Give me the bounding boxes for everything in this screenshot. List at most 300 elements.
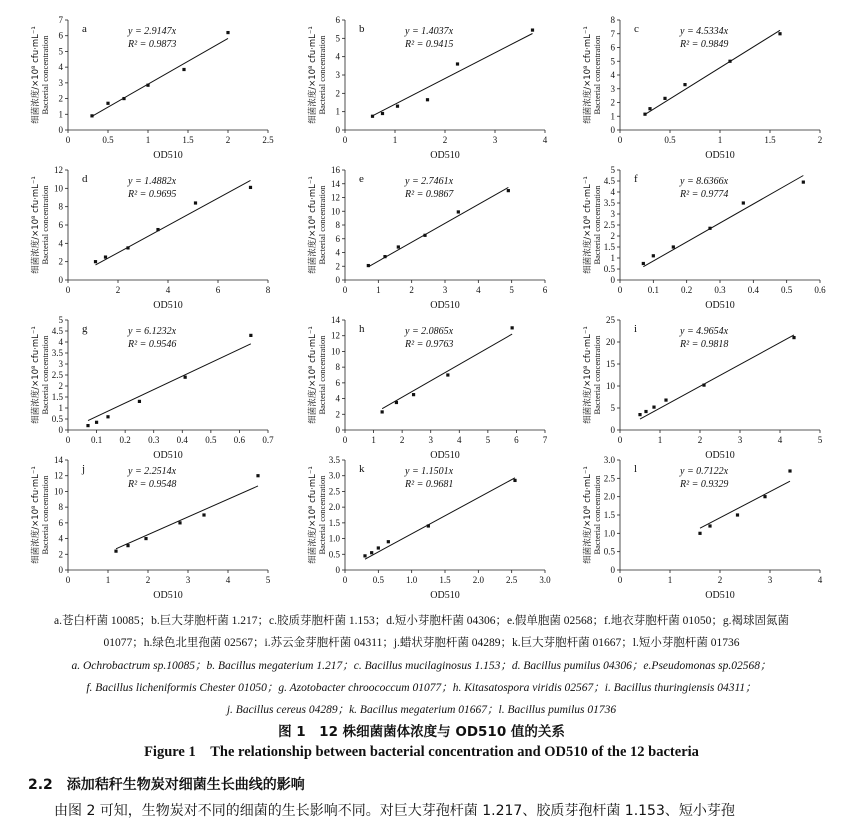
y-tick-label: 1.5 <box>603 510 615 520</box>
data-point <box>802 181 805 184</box>
y-tick-label: 0 <box>610 125 615 135</box>
x-tick-label: 6 <box>542 285 548 295</box>
data-point <box>511 326 514 329</box>
x-tick-label: 2.5 <box>506 575 518 585</box>
y-tick-label: 4 <box>610 187 615 197</box>
y-tick-label: 4 <box>58 238 63 249</box>
x-tick-label: 2 <box>409 285 414 295</box>
x-tick-label: 0 <box>617 135 623 145</box>
y-axis-label-en: Bacterial concentration <box>317 475 327 555</box>
x-tick-label: 4 <box>457 435 462 445</box>
data-point <box>94 260 97 263</box>
y-axis-label-en: Bacterial concentration <box>317 35 327 115</box>
y-tick-label: 5 <box>610 56 615 67</box>
y-tick-label: 1 <box>610 253 615 263</box>
x-tick-label: 1.5 <box>764 135 776 145</box>
x-axis-label: OD510 <box>705 590 735 601</box>
x-axis-label: OD510 <box>430 300 460 311</box>
y-tick-label: 2 <box>610 231 615 241</box>
data-point <box>763 495 766 498</box>
panel-letter: l <box>634 463 638 475</box>
data-point <box>778 32 781 35</box>
y-tick-label: 0 <box>335 275 340 285</box>
data-point <box>194 201 197 204</box>
y-tick-label: 6 <box>335 15 340 25</box>
data-point <box>457 210 460 213</box>
r-squared-label: R² = 0.9849 <box>680 39 729 50</box>
x-tick-label: 1.5 <box>182 135 194 145</box>
y-tick-label: 3 <box>58 77 63 88</box>
x-axis-label: OD510 <box>705 300 735 311</box>
x-tick-label: 0.4 <box>747 285 759 295</box>
x-tick-label: 0.5 <box>205 435 217 445</box>
r-squared-label: R² = 0.9695 <box>128 189 177 200</box>
y-axis-label-zh: 细菌浓度/×10⁸ cfu·mL⁻¹ <box>308 26 318 124</box>
data-point <box>371 115 374 118</box>
x-tick-label: 5 <box>485 435 491 445</box>
y-tick-label: 1.0 <box>603 528 615 539</box>
data-point <box>202 513 205 516</box>
data-point <box>106 102 109 105</box>
x-tick-label: 2 <box>145 575 151 585</box>
y-tick-label: 12 <box>54 470 63 481</box>
y-tick-label: 3.0 <box>603 455 615 465</box>
data-point <box>182 68 185 71</box>
y-tick-label: 1 <box>58 109 63 120</box>
r-squared-label: R² = 0.9415 <box>405 39 454 50</box>
data-point <box>249 186 252 189</box>
x-tick-label: 3 <box>185 575 191 585</box>
y-tick-label: 4 <box>610 70 615 80</box>
equation-label: y = 2.2514x <box>128 466 177 477</box>
chart-panel-g <box>30 315 274 461</box>
r-squared-label: R² = 0.9763 <box>405 339 454 350</box>
y-tick-label: 5 <box>610 165 615 175</box>
y-tick-label: 0 <box>335 125 340 135</box>
data-point <box>104 255 107 258</box>
x-tick-label: 1 <box>392 135 398 145</box>
y-tick-label: 6 <box>58 30 63 41</box>
data-point <box>126 246 129 249</box>
data-point <box>788 469 791 472</box>
trend-line <box>365 478 515 559</box>
y-tick-label: 4 <box>58 62 63 73</box>
y-tick-label: 8 <box>335 362 340 373</box>
x-tick-label: 1 <box>376 285 381 295</box>
equation-label: y = 4.9654x <box>680 326 729 337</box>
y-tick-label: 0 <box>610 565 615 575</box>
caption-en-line-1: a. Ochrobactrum sp.10085；b. Bacillus megaterium 1.217；c. Bacillus mucilaginosus 1.153；d. Bacillus pumilus 04306；e.Pseudomonas sp.02568； <box>71 660 772 672</box>
data-point <box>446 373 449 376</box>
r-squared-label: R² = 0.9774 <box>680 189 729 200</box>
x-tick-label: 2 <box>115 285 121 295</box>
x-tick-label: 4 <box>542 135 548 145</box>
y-tick-label: 0 <box>58 565 63 575</box>
y-tick-label: 0.5 <box>603 546 615 557</box>
y-tick-label: 3 <box>610 209 615 219</box>
data-point <box>106 415 109 418</box>
x-tick-label: 0.5 <box>664 135 676 145</box>
x-tick-label: 1.5 <box>439 575 451 585</box>
x-axis-label: OD510 <box>153 150 183 161</box>
y-axis-label-en: Bacterial concentration <box>317 335 327 415</box>
panel-letter: k <box>359 463 365 475</box>
x-tick-label: 2.5 <box>262 135 274 145</box>
y-axis-label-zh: 细菌浓度/×10⁸ cfu·mL⁻¹ <box>31 176 41 274</box>
data-point <box>256 474 259 477</box>
y-tick-label: 2 <box>335 409 340 420</box>
y-axis-label-en: Bacterial concentration <box>40 185 50 265</box>
y-tick-label: 2.0 <box>603 491 615 502</box>
y-tick-label: 2 <box>58 549 63 560</box>
equation-label: y = 2.7461x <box>405 176 454 187</box>
x-tick-label: 0.3 <box>714 285 726 295</box>
y-tick-label: 0 <box>335 565 340 575</box>
panel-letter: i <box>634 323 638 335</box>
x-tick-label: 5 <box>817 435 823 445</box>
data-point <box>663 97 666 100</box>
panel-letter: e <box>359 173 364 185</box>
y-axis-label-en: Bacterial concentration <box>592 35 602 115</box>
x-tick-label: 4 <box>777 435 783 445</box>
data-point <box>427 524 430 527</box>
x-tick-label: 0 <box>65 285 71 295</box>
data-point <box>363 554 366 557</box>
y-tick-label: 12 <box>331 330 340 341</box>
y-axis-label-zh: 细菌浓度/×10⁸ cfu·mL⁻¹ <box>583 326 593 424</box>
y-tick-label: 2 <box>610 97 615 108</box>
equation-label: y = 2.9147x <box>128 26 177 37</box>
y-axis-label-zh: 细菌浓度/×10⁸ cfu·mL⁻¹ <box>31 26 41 124</box>
data-point <box>728 60 731 63</box>
data-point <box>381 112 384 115</box>
y-axis-label-zh: 细菌浓度/×10⁸ cfu·mL⁻¹ <box>583 176 593 274</box>
r-squared-label: R² = 0.9867 <box>405 189 454 200</box>
y-tick-label: 6 <box>335 233 340 244</box>
y-tick-label: 3 <box>610 83 615 94</box>
y-axis-label-en: Bacterial concentration <box>592 475 602 555</box>
chart-panel-j <box>30 455 271 601</box>
x-tick-label: 6 <box>514 435 519 445</box>
figure-title-zh: 图 1 12 株细菌菌体浓度与 OD510 值的关系 <box>278 724 565 740</box>
x-axis-label: OD510 <box>153 300 183 311</box>
y-tick-label: 10 <box>54 183 63 194</box>
y-tick-label: 15 <box>606 359 615 369</box>
y-tick-label: 2 <box>335 261 340 272</box>
y-tick-label: 2 <box>58 256 63 267</box>
chart-panel-b <box>307 15 548 161</box>
data-point <box>456 62 459 65</box>
y-axis-label-zh: 细菌浓度/×10⁸ cfu·mL⁻¹ <box>31 466 41 564</box>
chart-panel-a <box>30 15 274 161</box>
data-point <box>383 255 386 258</box>
y-tick-label: 7 <box>58 15 63 25</box>
data-point <box>792 336 795 339</box>
data-point <box>736 513 739 516</box>
y-tick-label: 2.0 <box>328 502 340 513</box>
y-axis-label-en: Bacterial concentration <box>40 475 50 555</box>
x-tick-label: 0.1 <box>647 285 659 295</box>
y-tick-label: 1.0 <box>328 533 340 544</box>
chart-panel-f <box>582 165 826 311</box>
y-tick-label: 10 <box>331 206 340 217</box>
y-tick-label: 3 <box>58 359 63 369</box>
data-point <box>396 105 399 108</box>
x-tick-label: 0 <box>342 135 348 145</box>
x-tick-label: 0 <box>65 575 71 585</box>
x-tick-label: 0 <box>342 575 348 585</box>
data-point <box>184 376 187 379</box>
x-tick-label: 0.1 <box>90 435 103 445</box>
x-tick-label: 2 <box>442 135 448 145</box>
y-axis-label-en: Bacterial concentration <box>592 335 602 415</box>
chart-panel-e <box>307 165 548 311</box>
x-tick-label: 0.4 <box>176 435 188 445</box>
data-point <box>742 201 745 204</box>
r-squared-label: R² = 0.9329 <box>680 479 729 490</box>
x-tick-label: 1 <box>105 575 111 585</box>
x-tick-label: 0.5 <box>102 135 114 145</box>
x-tick-label: 6 <box>215 285 221 295</box>
y-tick-label: 0 <box>610 425 615 435</box>
data-point <box>683 83 686 86</box>
x-tick-label: 2 <box>225 135 231 145</box>
data-point <box>86 424 89 427</box>
y-tick-label: 14 <box>331 178 340 189</box>
chart-panel-d <box>30 165 271 311</box>
y-tick-label: 8 <box>58 201 63 212</box>
data-point <box>126 544 129 547</box>
body-paragraph: 由图 2 可知，生物炭对不同的细菌的生长影响不同。对巨大芽孢杆菌 1.217、胶质芽孢杆菌 1.153、短小芽孢 <box>54 803 735 819</box>
y-tick-label: 6 <box>335 377 340 388</box>
x-tick-label: 0.5 <box>781 285 793 295</box>
equation-label: y = 1.1501x <box>405 466 454 477</box>
panel-letter: j <box>82 463 86 475</box>
chart-panel-h <box>307 315 548 461</box>
y-tick-label: 14 <box>331 315 340 325</box>
data-point <box>652 406 655 409</box>
y-tick-label: 0.5 <box>603 264 615 274</box>
panel-letter: b <box>359 23 365 35</box>
y-tick-label: 3.0 <box>328 470 340 481</box>
y-tick-label: 0 <box>610 275 615 285</box>
y-tick-label: 2.5 <box>603 473 615 484</box>
caption-zh-line-2: 01077；h.绿色北里孢菌 02567；i.苏云金芽胞杆菌 04311；j.蜡状芽胞杆菌 04289；k.巨大芽胞杆菌 01667；l.短小芽胞杆菌 01736 <box>103 637 740 649</box>
section-heading: 2.2 添加秸秆生物炭对细菌生长曲线的影响 <box>28 777 305 793</box>
caption-en-line-3: j. Bacillus cereus 04289；k. Bacillus megaterium 01667；l. Bacillus pumilus 01736 <box>226 704 617 716</box>
data-point <box>114 550 117 553</box>
x-tick-label: 0.3 <box>148 435 160 445</box>
data-point <box>698 532 701 535</box>
x-tick-label: 0 <box>342 435 348 445</box>
data-point <box>644 410 647 413</box>
data-point <box>708 524 711 527</box>
data-point <box>367 264 370 267</box>
data-point <box>652 254 655 257</box>
x-tick-label: 0.7 <box>262 435 274 445</box>
y-tick-label: 5 <box>58 315 63 325</box>
x-tick-label: 0 <box>617 575 623 585</box>
y-tick-label: 1 <box>610 111 615 122</box>
data-point <box>702 384 705 387</box>
data-point <box>156 228 159 231</box>
y-axis-label-zh: 细菌浓度/×10⁸ cfu·mL⁻¹ <box>31 326 41 424</box>
y-tick-label: 4 <box>335 393 340 404</box>
data-point <box>423 234 426 237</box>
y-tick-label: 5 <box>58 46 63 57</box>
y-tick-label: 8 <box>335 220 340 230</box>
equation-label: y = 4.5334x <box>680 26 729 37</box>
r-squared-label: R² = 0.9548 <box>128 479 177 490</box>
y-tick-label: 2 <box>335 88 340 99</box>
data-point <box>90 114 93 117</box>
y-tick-label: 2.5 <box>328 486 340 497</box>
r-squared-label: R² = 0.9818 <box>680 339 729 350</box>
equation-label: y = 6.1232x <box>128 326 177 337</box>
y-axis-label-zh: 细菌浓度/×10⁸ cfu·mL⁻¹ <box>308 466 318 564</box>
y-tick-label: 1 <box>335 106 340 117</box>
y-tick-label: 20 <box>606 337 615 347</box>
trend-line <box>88 344 251 421</box>
trend-line <box>92 38 228 116</box>
x-tick-label: 0.2 <box>681 285 693 295</box>
y-tick-label: 2 <box>58 93 63 104</box>
x-axis-label: OD510 <box>430 150 460 161</box>
y-tick-label: 4 <box>58 533 63 544</box>
y-axis-label-zh: 细菌浓度/×10⁸ cfu·mL⁻¹ <box>308 176 318 274</box>
data-point <box>513 479 516 482</box>
y-tick-label: 0.5 <box>51 414 63 424</box>
data-point <box>397 245 400 248</box>
x-axis-label: OD510 <box>430 590 460 601</box>
y-axis-label-en: Bacterial concentration <box>40 335 50 415</box>
x-tick-label: 1.0 <box>406 575 418 585</box>
data-point <box>144 537 147 540</box>
x-tick-label: 0.5 <box>372 575 384 585</box>
y-axis-label-en: Bacterial concentration <box>40 35 50 115</box>
x-tick-label: 0.6 <box>814 285 826 295</box>
equation-label: y = 8.6366x <box>680 176 729 187</box>
data-point <box>638 413 641 416</box>
data-point <box>531 28 534 31</box>
x-tick-label: 3 <box>428 435 433 445</box>
data-point <box>708 227 711 230</box>
y-tick-label: 2.5 <box>603 220 615 230</box>
data-point <box>664 398 667 401</box>
x-tick-label: 0 <box>617 285 623 295</box>
y-tick-label: 2.5 <box>51 370 63 380</box>
y-axis-label-zh: 细菌浓度/×10⁸ cfu·mL⁻¹ <box>308 326 318 424</box>
x-tick-label: 0 <box>342 285 348 295</box>
y-tick-label: 4 <box>335 51 340 62</box>
r-squared-label: R² = 0.9681 <box>405 479 454 490</box>
x-tick-label: 3 <box>767 575 773 585</box>
x-tick-label: 5 <box>509 285 514 295</box>
y-tick-label: 0.5 <box>328 549 340 560</box>
data-point <box>381 410 384 413</box>
y-tick-label: 10 <box>54 486 63 497</box>
data-point <box>178 521 181 524</box>
trend-line <box>116 486 258 549</box>
y-tick-label: 0 <box>335 425 340 435</box>
y-axis-label-zh: 细菌浓度/×10⁸ cfu·mL⁻¹ <box>583 26 593 124</box>
x-axis-label: OD510 <box>705 450 735 461</box>
x-tick-label: 2 <box>817 135 823 145</box>
y-tick-label: 4 <box>58 337 63 347</box>
data-point <box>395 401 398 404</box>
y-tick-label: 10 <box>606 381 615 391</box>
x-tick-label: 4 <box>225 575 231 585</box>
y-axis-label-en: Bacterial concentration <box>317 185 327 265</box>
y-tick-label: 4 <box>335 247 340 258</box>
panel-letter: c <box>634 23 639 35</box>
x-tick-label: 2 <box>697 435 703 445</box>
data-point <box>226 31 229 34</box>
data-point <box>95 421 98 424</box>
data-point <box>146 84 149 87</box>
data-point <box>249 334 252 337</box>
y-tick-label: 1.5 <box>328 517 340 528</box>
chart-panel-k <box>307 455 551 601</box>
y-tick-label: 14 <box>54 455 63 465</box>
panel-letter: d <box>82 173 88 185</box>
data-point <box>648 107 651 110</box>
y-axis-label-zh: 细菌浓度/×10⁸ cfu·mL⁻¹ <box>583 466 593 564</box>
y-tick-label: 3.5 <box>51 348 63 358</box>
x-tick-label: 0.6 <box>233 435 246 445</box>
data-point <box>138 400 141 403</box>
x-tick-label: 7 <box>542 435 548 445</box>
y-tick-label: 1.5 <box>603 242 615 252</box>
x-tick-label: 8 <box>265 285 271 295</box>
x-tick-label: 4 <box>476 285 481 295</box>
y-tick-label: 5 <box>610 403 615 413</box>
x-tick-label: 0 <box>65 435 71 445</box>
data-point <box>507 189 510 192</box>
x-tick-label: 2.0 <box>472 575 484 585</box>
r-squared-label: R² = 0.9873 <box>128 39 177 50</box>
x-tick-label: 4 <box>165 285 171 295</box>
x-tick-label: 2 <box>399 435 405 445</box>
y-tick-label: 6 <box>58 220 63 230</box>
y-tick-label: 0 <box>58 275 63 285</box>
data-point <box>426 98 429 101</box>
data-point <box>643 113 646 116</box>
y-tick-label: 12 <box>54 165 63 175</box>
x-tick-label: 3.0 <box>539 575 551 585</box>
x-tick-label: 0 <box>617 435 623 445</box>
data-point <box>122 97 125 100</box>
y-tick-label: 4.5 <box>51 326 63 336</box>
x-tick-label: 3 <box>492 135 498 145</box>
y-tick-label: 10 <box>331 346 340 357</box>
y-axis-label-en: Bacterial concentration <box>592 185 602 265</box>
panel-letter: a <box>82 23 87 35</box>
equation-label: y = 1.4037x <box>405 26 454 37</box>
r-squared-label: R² = 0.9546 <box>128 339 177 350</box>
x-tick-label: 1 <box>371 435 376 445</box>
chart-panel-i <box>582 315 823 461</box>
chart-panel-c <box>582 15 822 161</box>
y-tick-label: 25 <box>606 315 615 325</box>
data-point <box>672 245 675 248</box>
x-tick-label: 1 <box>667 575 673 585</box>
x-tick-label: 5 <box>265 575 271 585</box>
x-tick-label: 1 <box>657 435 663 445</box>
y-tick-label: 1.5 <box>51 392 63 402</box>
y-tick-label: 6 <box>610 42 615 53</box>
x-tick-label: 2 <box>717 575 723 585</box>
